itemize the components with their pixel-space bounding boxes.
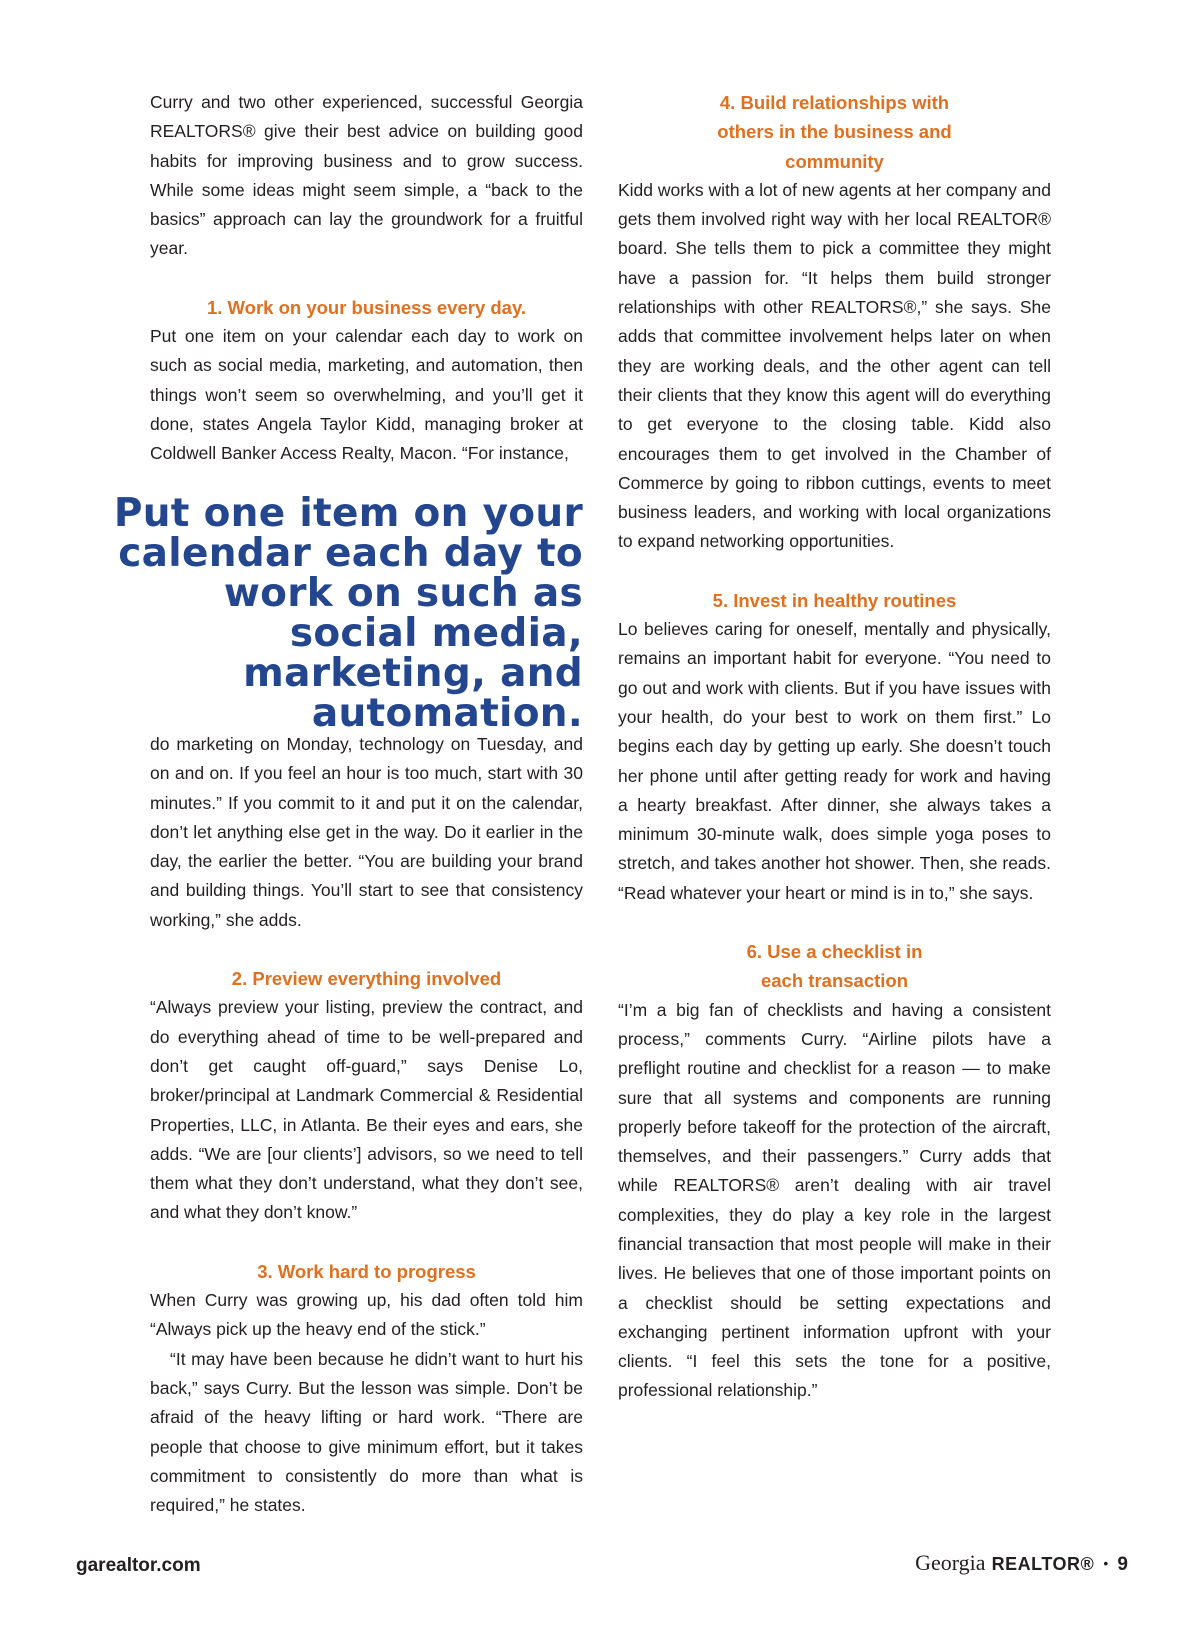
tip5-paragraph: Lo believes caring for oneself, mentally and physically, remains an important habit for everyone. “You need to go out and work with clients. But if you have issues with your health, do your best to work on them first.” Lo begins each day by getting up early. She doesn’t touch her phone until after getting ready for work and having a hearty breakfast. After dinner, she always takes a minimum 30-minute walk, does simple yoga poses to stretch, and takes another hot shower. Then, she reads. “Read whatever your heart or mind is in to,” she says. bbox=[618, 619, 1051, 903]
tip1-paragraph-2: do marketing on Monday, technology on Tuesday, and on and on. If you feel an hour is too much, start with 30 minutes.” If you commit to it and put it on the calendar, don’t let anything else get in the way. Do it earlier in the day, the earlier the better. “You are building your brand and building things. You’ll start to see that consistency working,” she adds. bbox=[150, 734, 583, 930]
tip2-heading: 2. Preview everything involved bbox=[231, 968, 502, 990]
tip1-heading: 1. Work on your business every day. bbox=[206, 296, 527, 318]
footer-website[interactable]: garealtor.com bbox=[76, 1555, 201, 1576]
left-column-continued bbox=[150, 730, 583, 1520]
tip2-paragraph: “Always preview your listing, preview the contract, and do everything ahead of time to be well-prepared and don’t get caught off-guard,” says Denise Lo, broker/principal at Landmark Commercial & Residential Properties, LLC, in Atlanta. Be their eyes and ears, she adds. “We are [our clients’] advisors, so we need to tell them what they don’t understand, what they don’t see, and what they don’t know.” bbox=[150, 997, 583, 1223]
footer-separator: • bbox=[1103, 1555, 1109, 1571]
tip3-paragraph-1: When Curry was growing up, his dad often told him “Always pick up the heavy end of the stick.” bbox=[150, 1290, 583, 1340]
tip1-paragraph-1: Put one item on your calendar each day to work on such as social media, marketing, and automation, then things won’t seem so overwhelming, and you’ll get it done, states Angela Taylor Kidd, managing broker at Coldwell Banker Access Realty, Macon. “For instance, bbox=[150, 326, 583, 464]
right-column bbox=[618, 88, 1051, 1406]
left-column bbox=[150, 88, 583, 469]
tip4-heading: 4. Build relationships with others in the business and community bbox=[717, 92, 952, 172]
brand-georgia: Georgia bbox=[915, 1550, 986, 1575]
footer-magazine-brand bbox=[915, 1550, 1128, 1576]
tip6-paragraph: “I’m a big fan of checklists and having a consistent process,” comments Curry. “Airline pilots have a preflight routine and checklist for a reason — to make sure that all systems and components are running properly before takeoff for the protection of the aircraft, themselves, and their passengers.” Curry adds that while REALTORS® aren’t dealing with air travel complexities, they do play a key role in the largest financial transaction that most people will make in their lives. He believes that one of those important points on a checklist should be setting expectations and exchanging pertinent information upfront with your clients. “I feel this sets the tone for a positive, professional relationship.” bbox=[618, 999, 1051, 1401]
tip3-paragraph-2: “It may have been because he didn’t want to hurt his back,” says Curry. But the lesson was simple. Don’t be afraid of the heavy lifting or hard work. “There are people that choose to give minimum effort, but it takes commitment to consistently do more than what is required,” he states. bbox=[150, 1348, 583, 1516]
tip4-paragraph: Kidd works with a lot of new agents at her company and gets them involved right way with her local REALTOR® board. She tells them to pick a committee they might have a passion for. “It helps them build stronger relationships with other REALTORS®,” she says. She adds that committee involvement helps later on when they are working deals, and the other agent can tell their clients that they know this agent will do everything to get everyone to the closing table. Kidd also encourages them to get involved in the Chamber of Commerce by going to ribbon cuttings, events to meet business leaders, and working with local organizations to expand networking opportunities. bbox=[618, 179, 1051, 552]
intro-paragraph: Curry and two other experienced, successful Georgia REALTORS® give their best advice on building good habits for improving business and to grow success. While some ideas might seem simple, a “back to the basics” approach can lay the groundwork for a fruitful year. bbox=[150, 92, 583, 259]
pullquote: Put one item on your calendar each day to work on such as social media, marketing, and automation. bbox=[113, 491, 583, 736]
brand-realtor: REALTOR® bbox=[991, 1554, 1095, 1574]
tip6-heading: 6. Use a checklist in each transaction bbox=[746, 941, 923, 992]
tip3-heading: 3. Work hard to progress bbox=[257, 1260, 476, 1282]
page-number: 9 bbox=[1117, 1554, 1128, 1575]
tip5-heading: 5. Invest in healthy routines bbox=[712, 589, 957, 611]
